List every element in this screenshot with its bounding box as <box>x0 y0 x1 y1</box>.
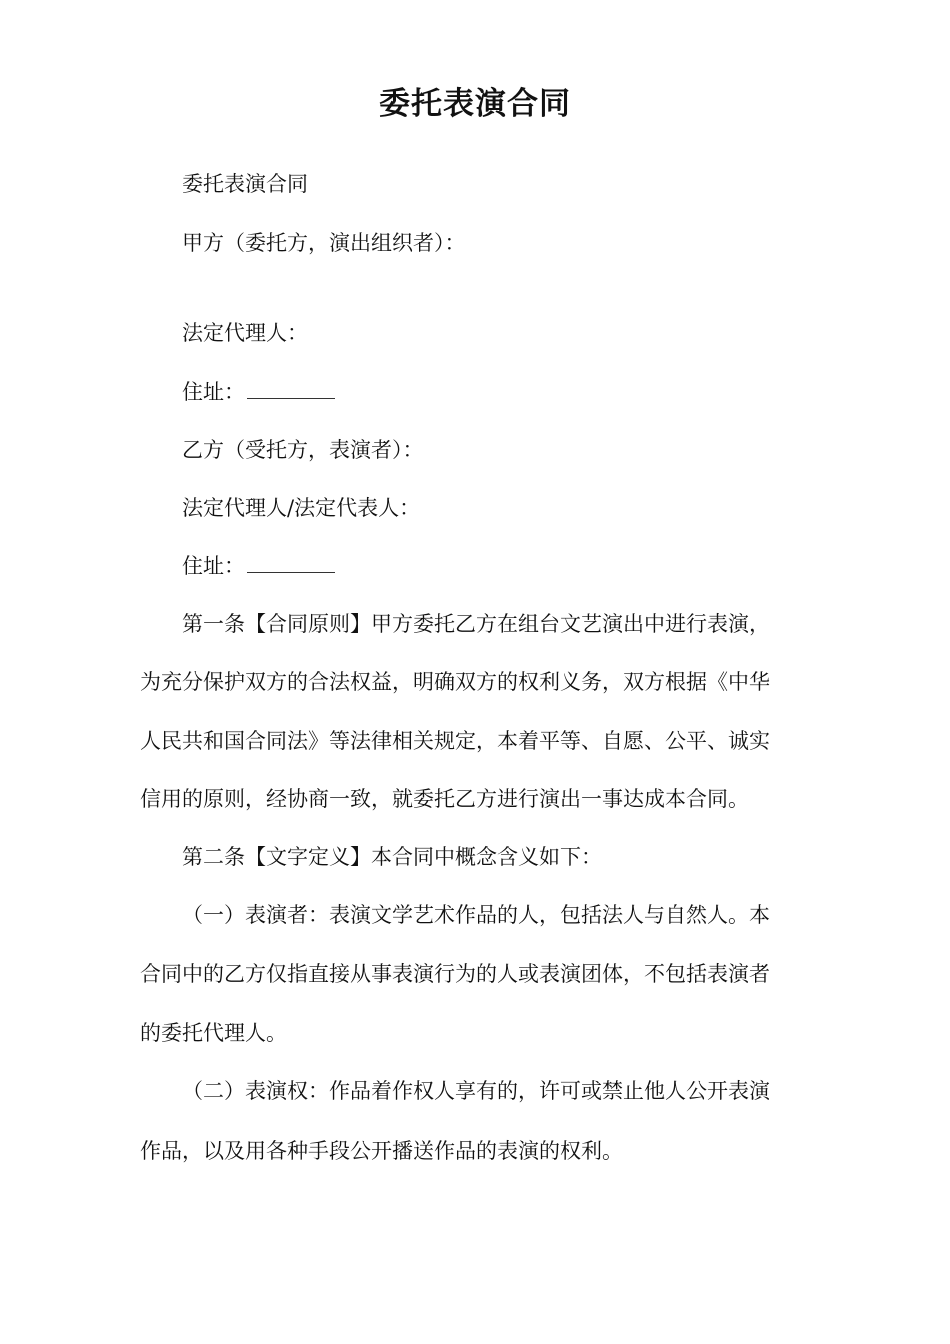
party-a-agent-line: 法定代理人： <box>182 321 308 345</box>
article2-heading: 第二条【文字定义】本合同中概念含义如下： <box>182 845 602 869</box>
party-b-address-label: 住址： <box>182 554 245 578</box>
document-title: 委托表演合同 <box>379 86 571 122</box>
party-a-address-blank <box>247 378 335 399</box>
contract-subtitle: 委托表演合同 <box>182 172 308 196</box>
party-a-line: 甲方（委托方，演出组织者）： <box>182 231 466 255</box>
article1-line: 为充分保护双方的合法权益，明确双方的权利义务，双方根据《中华 <box>140 670 770 694</box>
party-a-address-line <box>182 377 830 407</box>
definition1-line: 合同中的乙方仅指直接从事表演行为的人或表演团体，不包括表演者 <box>140 962 770 986</box>
definition1-line: （一）表演者：表演文学艺术作品的人，包括法人与自然人。本 <box>182 903 770 927</box>
party-b-address-line <box>182 551 830 581</box>
article1-line: 人民共和国合同法》等法律相关规定，本着平等、自愿、公平、诚实 <box>140 729 770 753</box>
party-b-address-blank <box>247 552 335 573</box>
party-a-address-label: 住址： <box>182 380 245 404</box>
article1-line: 第一条【合同原则】甲方委托乙方在组台文艺演出中进行表演， <box>182 612 770 636</box>
definition2-line: 作品，以及用各种手段公开播送作品的表演的权利。 <box>140 1139 623 1163</box>
article1-line: 信用的原则，经协商一致，就委托乙方进行演出一事达成本合同。 <box>140 787 749 811</box>
party-b-agent-line: 法定代理人/法定代表人： <box>182 496 421 520</box>
party-b-line: 乙方（受托方，表演者）： <box>182 438 424 462</box>
definition2-line: （二）表演权：作品着作权人享有的，许可或禁止他人公开表演 <box>182 1079 770 1103</box>
definition1-line: 的委托代理人。 <box>140 1021 287 1045</box>
